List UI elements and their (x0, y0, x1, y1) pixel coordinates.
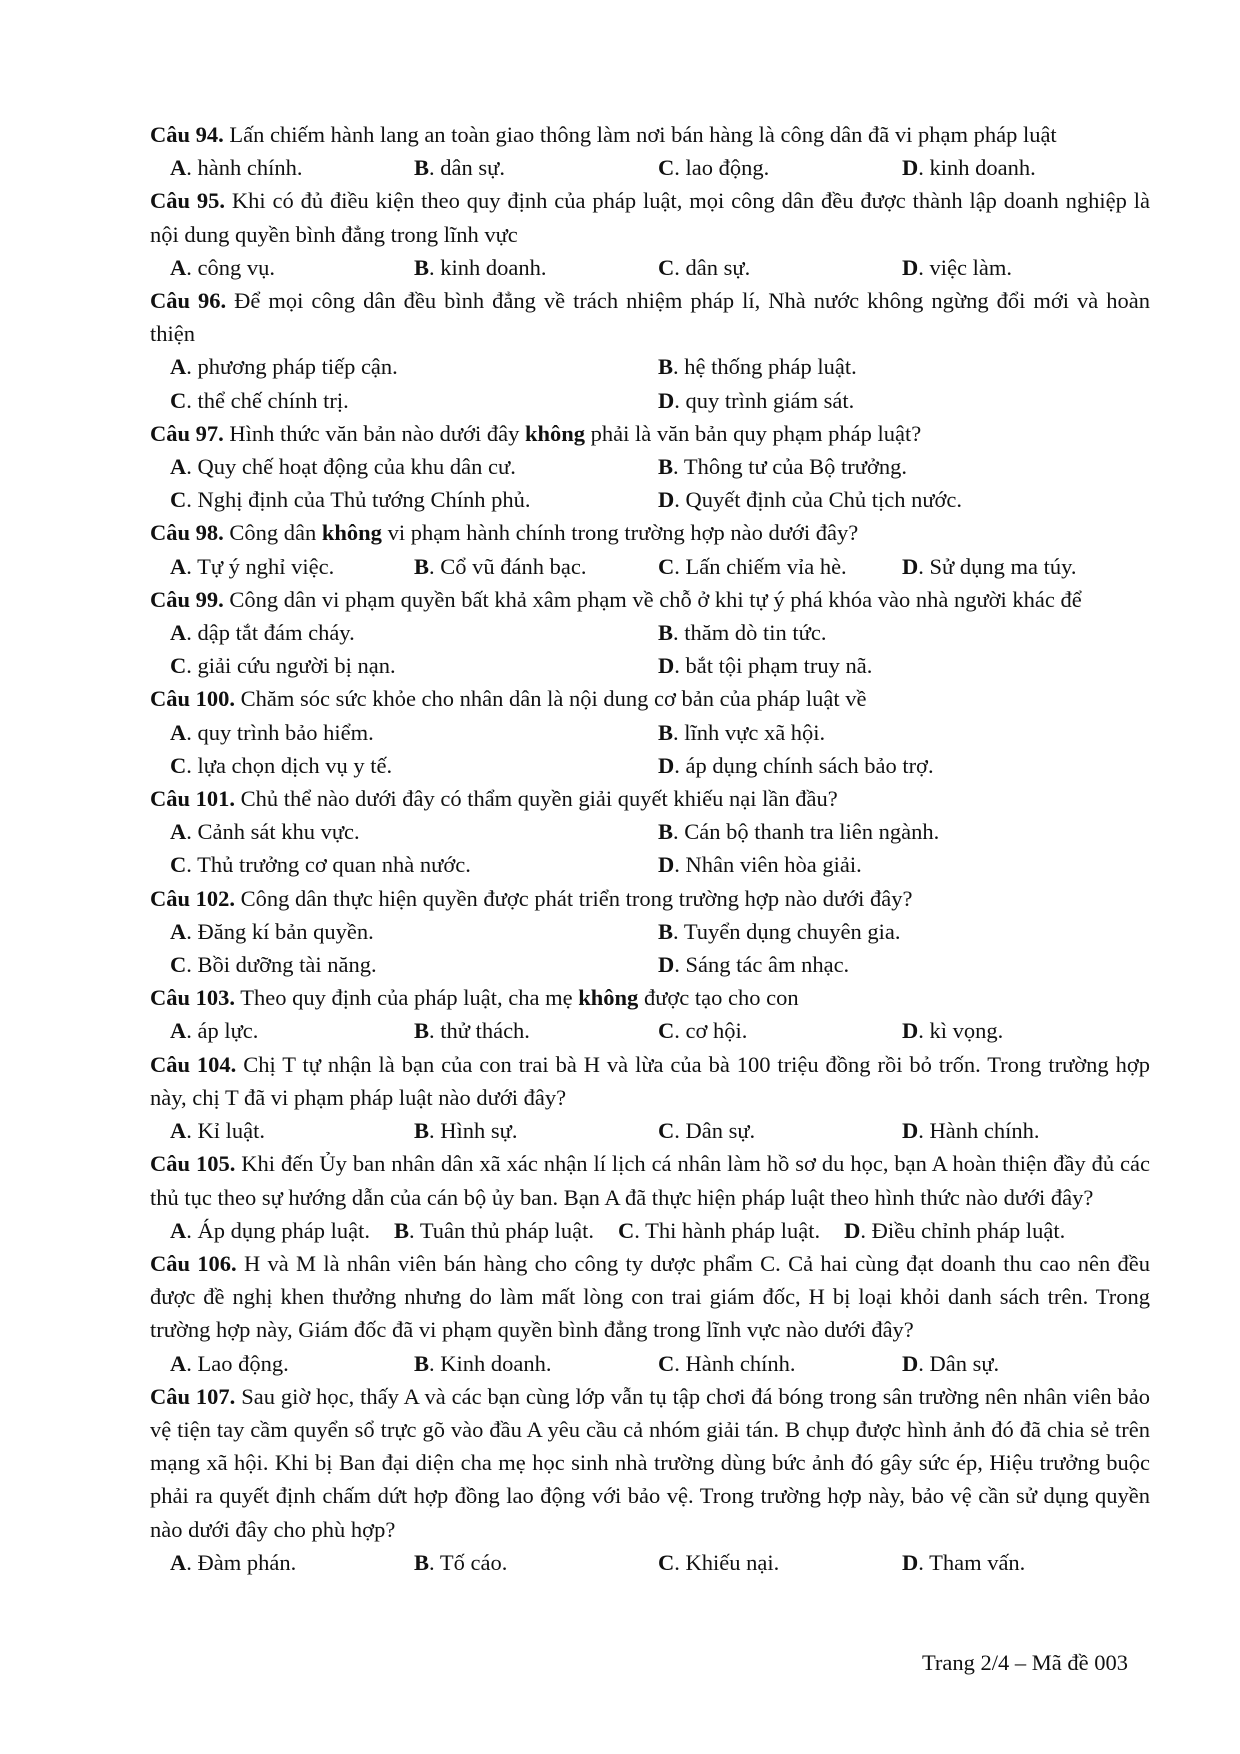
question-block (150, 981, 1150, 1047)
option-letter: C (658, 254, 675, 280)
option-letter: C (658, 1118, 675, 1144)
emphasis-text: không (525, 420, 586, 446)
answer-option-c: C. Lấn chiếm vỉa hè. (658, 553, 847, 579)
option-text: Hành chính. (685, 1350, 796, 1376)
option-text: Áp dụng pháp luật. (197, 1217, 370, 1243)
answer-option-b: B. hệ thống pháp luật. (658, 354, 857, 380)
option-letter: D (658, 487, 675, 513)
question-number: Câu 98. (150, 520, 224, 546)
option-text: Cảnh sát khu vực. (197, 819, 360, 845)
answer-option-d: D. Nhân viên hòa giải. (658, 852, 862, 878)
option-text: Khiếu nại. (685, 1549, 780, 1575)
option-letter: B (658, 719, 674, 745)
question-number: Câu 94. (150, 122, 224, 147)
answer-option-b: B. Hình sự. (414, 1118, 518, 1144)
answer-options (150, 251, 1150, 284)
question-text (150, 1247, 1150, 1347)
answer-option-d: D. Hành chính. (902, 1118, 1040, 1144)
option-text: dân sự. (685, 254, 751, 280)
answer-option-b: B. dân sự. (414, 155, 505, 181)
answer-option-d: D. kì vọng. (902, 1018, 1004, 1044)
option-letter: B (393, 1217, 409, 1243)
option-text: áp lực. (197, 1018, 259, 1044)
answer-option-c: C. Nghị định của Thủ tướng Chính phủ. (170, 487, 531, 513)
option-letter: A (170, 155, 187, 181)
option-letter: C (658, 553, 675, 579)
answer-option-c: C. lựa chọn dịch vụ y tế. (170, 752, 393, 778)
question-text (150, 184, 1150, 250)
question-number: Câu 103. (150, 985, 236, 1011)
answer-option-c: C. lao động. (658, 155, 770, 181)
option-letter: D (658, 653, 675, 679)
option-text: kì vọng. (929, 1018, 1004, 1044)
option-text: Quy chế hoạt động của khu dân cư. (197, 454, 516, 480)
question-block (150, 782, 1150, 882)
answer-options (150, 1214, 1150, 1247)
option-letter: B (414, 254, 430, 280)
option-text: cơ hội. (685, 1018, 748, 1044)
option-letter: C (170, 852, 187, 878)
answer-option-c: C. giải cứu người bị nạn. (170, 653, 396, 679)
option-text: Bồi dưỡng tài năng. (197, 952, 377, 978)
option-text: Cổ vũ đánh bạc. (440, 553, 587, 579)
question-stem: Sau giờ học, thấy A và các bạn cùng lớp vẫn tụ tập chơi đá bóng trong sân trường nên nhân viên bảo vệ tiện tay cầm quyển sổ trực gõ vào đầu A yêu cầu cả nhóm giải tán. B chụp được hình ảnh đó đã chia sẻ trên mạng xã hội. Khi bị Ban đại diện cha mẹ học sinh nhà trường dùng bức ảnh đó gây sức ép, Hiệu trưởng buộc phải ra quyết định chấm dứt hợp đồng lao động với bảo vệ. Trong trường hợp này, bảo vệ cần sử dụng quyền nào dưới đây cho phù hợp? (150, 1383, 1151, 1542)
option-letter: C (658, 155, 675, 181)
answer-options (150, 716, 1150, 782)
option-text: Dân sự. (685, 1118, 756, 1144)
question-text (150, 782, 1150, 815)
option-letter: B (414, 1549, 430, 1575)
option-text: hành chính. (197, 155, 303, 181)
option-letter: D (844, 1217, 861, 1243)
question-block (150, 417, 1150, 517)
answer-option-c: C. Dân sự. (658, 1118, 756, 1144)
question-text (150, 516, 1150, 549)
question-number: Câu 95. (150, 188, 226, 214)
question-text (150, 417, 1150, 450)
question-block (150, 583, 1150, 683)
answer-option-d: D. quy trình giám sát. (658, 387, 855, 413)
option-letter: B (414, 155, 430, 181)
question-text (150, 583, 1150, 616)
answer-option-c: C. Thi hành pháp luật. (618, 1217, 821, 1243)
answer-option-c: C. Thủ trưởng cơ quan nhà nước. (170, 852, 471, 878)
question-number: Câu 105. (150, 1151, 236, 1177)
answer-option-b: B. thử thách. (414, 1018, 530, 1044)
question-text (150, 1380, 1150, 1546)
answer-options (150, 1014, 1150, 1047)
question-block (150, 118, 1150, 184)
option-letter: D (902, 155, 919, 181)
option-text: Tự ý nghỉ việc. (197, 553, 335, 579)
option-text: Điều chỉnh pháp luật. (871, 1217, 1066, 1243)
question-text (150, 1048, 1150, 1114)
answer-options (150, 616, 1150, 682)
option-letter: B (414, 1350, 430, 1376)
answer-option-a: A. phương pháp tiếp cận. (170, 354, 398, 380)
answer-option-d: D. việc làm. (902, 254, 1012, 280)
option-text: Tuân thủ pháp luật. (419, 1217, 595, 1243)
answer-option-c: C. Khiếu nại. (658, 1549, 780, 1575)
option-letter: D (658, 387, 675, 413)
question-text (150, 882, 1150, 915)
option-text: thăm dò tin tức. (684, 620, 827, 646)
answer-option-c: C. dân sự. (658, 254, 751, 280)
option-text: dập tắt đám cháy. (197, 620, 355, 646)
answer-option-b: B. thăm dò tin tức. (658, 620, 827, 646)
question-number: Câu 101. (150, 786, 236, 812)
answer-options (150, 450, 1150, 516)
answer-option-a: A. Kỉ luật. (170, 1118, 265, 1144)
answer-option-b: B. kinh doanh. (414, 254, 547, 280)
answer-option-c: C. cơ hội. (658, 1018, 748, 1044)
option-text: Tham vấn. (929, 1549, 1026, 1575)
option-letter: D (902, 1018, 919, 1044)
question-block (150, 284, 1150, 417)
option-letter: C (170, 752, 187, 778)
answer-options (150, 151, 1150, 184)
option-letter: A (170, 354, 187, 380)
page-footer: Trang 2/4 – Mã đề 003 (921, 1650, 1128, 1675)
option-text: hệ thống pháp luật. (684, 354, 857, 380)
question-text (150, 284, 1150, 350)
option-text: lĩnh vực xã hội. (684, 719, 826, 745)
option-text: Đàm phán. (197, 1549, 297, 1575)
question-list (150, 118, 1150, 1579)
option-letter: A (170, 1118, 187, 1144)
option-letter: A (170, 1217, 187, 1243)
option-letter: A (170, 620, 187, 646)
option-text: kinh doanh. (440, 254, 547, 280)
option-text: phương pháp tiếp cận. (197, 354, 398, 380)
question-stem: phải là văn bản quy phạm pháp luật? (585, 420, 922, 446)
option-text: Thông tư của Bộ trưởng. (683, 454, 907, 480)
question-stem: Hình thức văn bản nào dưới đây (223, 420, 525, 446)
answer-options (150, 1114, 1150, 1147)
option-text: quy trình bảo hiểm. (197, 719, 374, 745)
emphasis-text: không (321, 520, 382, 546)
option-letter: C (170, 487, 187, 513)
option-letter: D (902, 553, 919, 579)
question-stem: Theo quy định của pháp luật, cha mẹ (235, 985, 579, 1011)
question-stem: vi phạm hành chính trong trường hợp nào dưới đây? (381, 520, 859, 546)
question-stem: Công dân vi phạm quyền bất khả xâm phạm về chỗ ở khi tự ý phá khóa vào nhà người khác để (223, 586, 1082, 612)
answer-options (150, 915, 1150, 981)
option-letter: A (170, 1018, 187, 1044)
option-text: lao động. (685, 155, 770, 181)
question-number: Câu 97. (150, 420, 224, 446)
option-letter: D (658, 752, 675, 778)
question-number: Câu 96. (150, 288, 227, 314)
answer-options (150, 550, 1150, 583)
answer-option-a: A. Cảnh sát khu vực. (170, 819, 360, 845)
question-block (150, 882, 1150, 982)
answer-option-a: A. Áp dụng pháp luật. (170, 1217, 370, 1243)
answer-options (150, 1347, 1150, 1380)
question-number: Câu 100. (150, 686, 236, 712)
option-letter: A (170, 719, 187, 745)
option-letter: D (658, 852, 675, 878)
question-block (150, 184, 1150, 284)
option-letter: A (170, 454, 187, 480)
answer-option-a: A. Đăng kí bản quyền. (170, 918, 374, 944)
question-text (150, 118, 1150, 151)
question-stem: Chăm sóc sức khỏe cho nhân dân là nội dung cơ bản của pháp luật về (235, 686, 867, 712)
answer-option-b: B. Cổ vũ đánh bạc. (414, 553, 587, 579)
answer-option-a: A. Quy chế hoạt động của khu dân cư. (170, 454, 516, 480)
option-text: lựa chọn dịch vụ y tế. (197, 752, 393, 778)
answer-option-d: D. Quyết định của Chủ tịch nước. (658, 487, 963, 513)
option-text: Tố cáo. (439, 1549, 508, 1575)
option-letter: B (414, 1118, 430, 1144)
option-text: Lấn chiếm vỉa hè. (685, 553, 847, 579)
question-block (150, 1048, 1150, 1148)
answer-option-c: C. thể chế chính trị. (170, 387, 349, 413)
option-letter: B (658, 354, 674, 380)
option-letter: D (902, 1350, 919, 1376)
option-text: Thủ trưởng cơ quan nhà nước. (197, 852, 471, 878)
answer-option-a: A. Tự ý nghỉ việc. (170, 553, 335, 579)
emphasis-text: không (578, 985, 639, 1011)
answer-option-b: B. Kinh doanh. (414, 1350, 552, 1376)
question-text (150, 682, 1150, 715)
question-stem: Khi đến Ủy ban nhân dân xã xác nhận lí lịch cá nhân làm hồ sơ du học, bạn A hoàn thiện đầy đủ các thủ tục theo sự hướng dẫn của cán bộ ủy ban. Bạn A đã thực hiện pháp luật theo hình thức nào dưới đây? (150, 1151, 1150, 1210)
question-stem: Chủ thể nào dưới đây có thẩm quyền giải quyết khiếu nại lần đầu? (235, 786, 838, 812)
question-number: Câu 102. (150, 885, 236, 911)
option-text: thử thách. (440, 1018, 530, 1044)
answer-option-b: B. Cán bộ thanh tra liên ngành. (658, 819, 940, 845)
question-stem: được tạo cho con (638, 985, 799, 1011)
option-letter: B (658, 620, 674, 646)
option-text: giải cứu người bị nạn. (197, 653, 396, 679)
answer-option-b: B. Tuân thủ pháp luật. (393, 1217, 595, 1243)
question-stem: Công dân (223, 520, 322, 546)
option-letter: B (658, 918, 674, 944)
option-letter: B (658, 819, 674, 845)
answer-option-d: D. bắt tội phạm truy nã. (658, 653, 873, 679)
answer-option-a: A. áp lực. (170, 1018, 259, 1044)
answer-option-b: B. Tuyển dụng chuyên gia. (658, 918, 901, 944)
answer-option-b: B. Thông tư của Bộ trưởng. (658, 454, 907, 480)
answer-option-d: D. Sử dụng ma túy. (902, 553, 1077, 579)
answer-option-b: B. Tố cáo. (414, 1549, 508, 1575)
option-text: Hình sự. (440, 1118, 518, 1144)
option-letter: B (414, 1018, 430, 1044)
option-letter: A (170, 1350, 187, 1376)
answer-option-d: D. Tham vấn. (902, 1549, 1026, 1575)
question-block (150, 1147, 1150, 1247)
question-number: Câu 99. (150, 586, 224, 612)
answer-options (150, 350, 1150, 416)
answer-option-d: D. kinh doanh. (902, 155, 1036, 181)
answer-option-a: A. quy trình bảo hiểm. (170, 719, 374, 745)
option-text: Kinh doanh. (440, 1350, 552, 1376)
option-letter: C (170, 387, 187, 413)
answer-option-a: A. Đàm phán. (170, 1549, 297, 1575)
option-letter: C (170, 952, 187, 978)
option-letter: B (658, 454, 674, 480)
answer-option-a: A. hành chính. (170, 155, 303, 181)
option-letter: B (414, 553, 430, 579)
answer-option-c: C. Bồi dưỡng tài năng. (170, 952, 377, 978)
question-stem: H và M là nhân viên bán hàng cho công ty dược phẩm C. Cả hai cùng đạt doanh thu cao nên đều được đề nghị khen thưởng nhưng do làm mất lòng con trai giám đốc, H bị loại khỏi danh sách trên. Trong trường hợp này, Giám đốc đã vi phạm quyền bình đẳng trong lĩnh vực nào dưới đây? (150, 1250, 1151, 1343)
option-letter: A (170, 918, 187, 944)
question-number: Câu 104. (150, 1051, 237, 1077)
option-letter: C (658, 1350, 675, 1376)
option-text: Dân sự. (929, 1350, 1000, 1376)
answer-option-d: D. Sáng tác âm nhạc. (658, 952, 850, 978)
option-text: Nghị định của Thủ tướng Chính phủ. (197, 487, 531, 513)
answer-option-a: A. dập tắt đám cháy. (170, 620, 355, 646)
option-text: bắt tội phạm truy nã. (685, 653, 873, 679)
option-letter: C (658, 1549, 675, 1575)
option-letter: A (170, 254, 187, 280)
option-letter: D (902, 1549, 919, 1575)
question-stem: Công dân thực hiện quyền được phát triển trong trường hợp nào dưới đây? (235, 885, 913, 911)
question-block (150, 516, 1150, 582)
option-text: áp dụng chính sách bảo trợ. (685, 752, 934, 778)
option-text: Sử dụng ma túy. (929, 553, 1077, 579)
option-letter: D (902, 1118, 919, 1144)
question-block (150, 1380, 1150, 1579)
option-text: Đăng kí bản quyền. (197, 918, 374, 944)
question-number: Câu 107. (150, 1383, 236, 1409)
answer-options (150, 815, 1150, 881)
answer-option-d: D. Dân sự. (902, 1350, 1000, 1376)
option-text: Sáng tác âm nhạc. (685, 952, 850, 978)
question-block (150, 682, 1150, 782)
option-letter: D (658, 952, 675, 978)
option-letter: C (170, 653, 187, 679)
question-block (150, 1247, 1150, 1380)
option-text: công vụ. (197, 254, 275, 280)
option-text: kinh doanh. (929, 155, 1036, 181)
option-text: Tuyển dụng chuyên gia. (683, 918, 901, 944)
option-letter: C (618, 1217, 635, 1243)
question-stem: Lấn chiếm hành lang an toàn giao thông làm nơi bán hàng là công dân đã vi phạm pháp luật (223, 122, 1057, 147)
question-number: Câu 106. (150, 1250, 237, 1276)
answer-option-b: B. lĩnh vực xã hội. (658, 719, 826, 745)
option-text: Cán bộ thanh tra liên ngành. (684, 819, 940, 845)
question-text (150, 981, 1150, 1014)
answer-options (150, 1546, 1150, 1579)
option-text: quy trình giám sát. (685, 387, 855, 413)
question-stem: Để mọi công dân đều bình đẳng về trách nhiệm pháp lí, Nhà nước không ngừng đổi mới và hoàn thiện (150, 288, 1150, 347)
question-text (150, 1147, 1150, 1213)
answer-option-d: D. Điều chỉnh pháp luật. (844, 1217, 1066, 1243)
option-letter: A (170, 1549, 187, 1575)
option-letter: A (170, 553, 187, 579)
option-text: Quyết định của Chủ tịch nước. (685, 487, 963, 513)
answer-option-c: C. Hành chính. (658, 1350, 796, 1376)
option-text: việc làm. (929, 254, 1012, 280)
option-text: Kỉ luật. (197, 1118, 265, 1144)
option-text: Hành chính. (929, 1118, 1040, 1144)
option-text: Nhân viên hòa giải. (685, 852, 862, 878)
question-stem: Khi có đủ điều kiện theo quy định của pháp luật, mọi công dân đều được thành lập doanh nghiệp là nội dung quyền bình đẳng trong lĩnh vực (150, 188, 1150, 247)
option-text: Thi hành pháp luật. (645, 1217, 821, 1243)
answer-option-a: A. Lao động. (170, 1350, 289, 1376)
option-text: thể chế chính trị. (197, 387, 349, 413)
option-text: dân sự. (440, 155, 505, 181)
option-text: Lao động. (197, 1350, 289, 1376)
question-stem: Chị T tự nhận là bạn của con trai bà H và lừa của bà 100 triệu đồng rồi bỏ trốn. Trong trường hợp này, chị T đã vi phạm pháp luật nào dưới đây? (150, 1051, 1150, 1110)
answer-option-a: A. công vụ. (170, 254, 275, 280)
option-letter: A (170, 819, 187, 845)
option-letter: C (658, 1018, 675, 1044)
answer-option-d: D. áp dụng chính sách bảo trợ. (658, 752, 934, 778)
option-letter: D (902, 254, 919, 280)
